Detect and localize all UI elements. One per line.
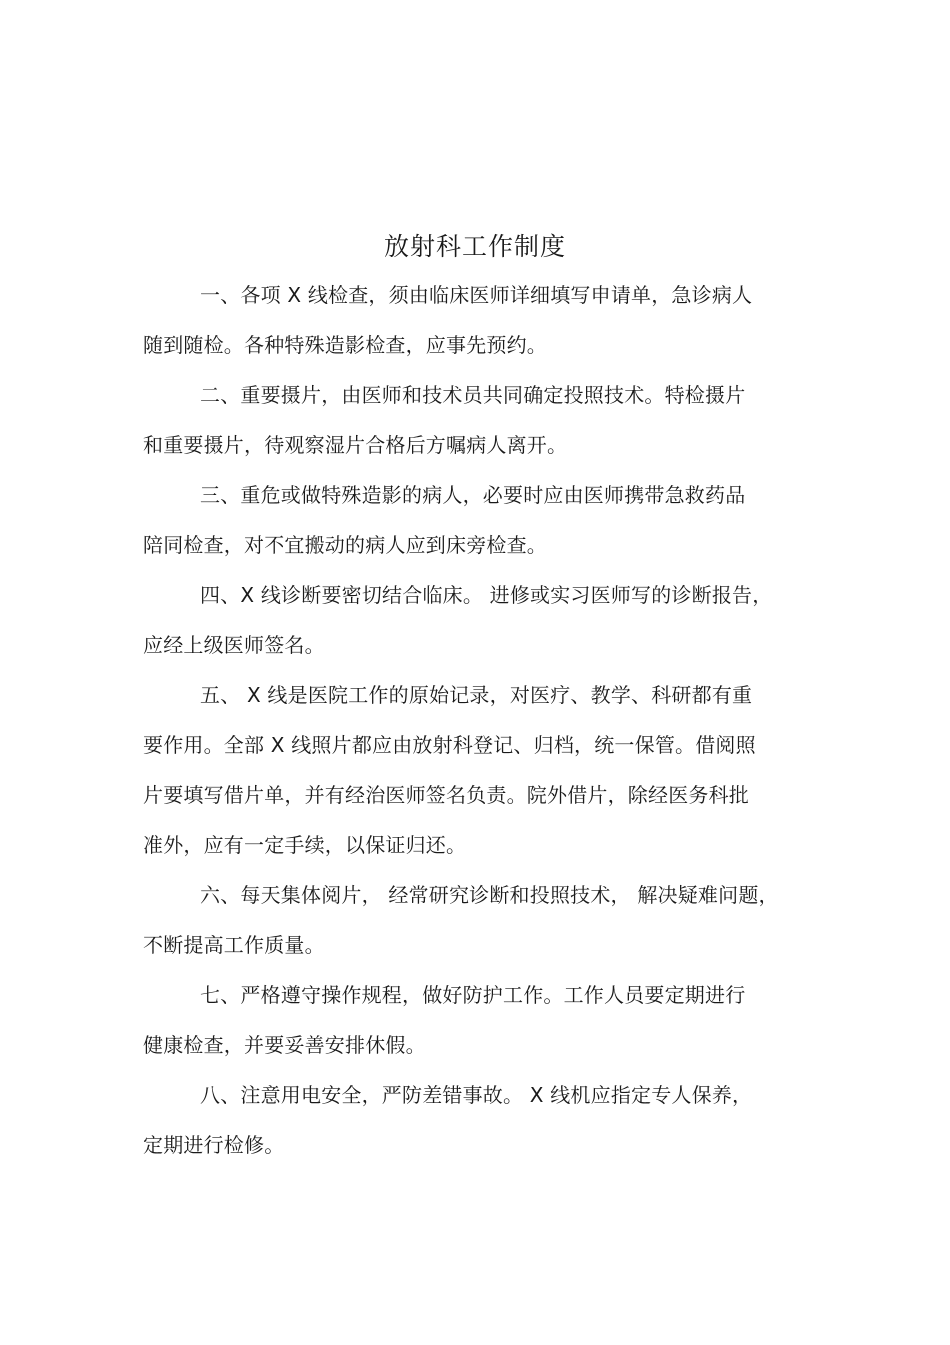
- text-line: 五、 X 线是医院工作的原始记录，对医疗、教学、科研都有重: [200, 683, 753, 707]
- text-line: 八、注意用电安全，严防差错事故。 X 线机应指定专人保养，: [200, 1083, 753, 1107]
- document-title: 放射科工作制度: [383, 232, 566, 261]
- text-line: 准外，应有一定手续，以保证归还。: [143, 833, 467, 857]
- text-line: 二、重要摄片，由医师和技术员共同确定投照技术。特检摄片: [200, 383, 746, 407]
- text-line: 要作用。全部 X 线照片都应由放射科登记、归档，统一保管。借阅照: [143, 733, 756, 757]
- text-line: 七、严格遵守操作规程，做好防护工作。工作人员要定期进行: [200, 983, 746, 1007]
- text-line: 健康检查，并要妥善安排休假。: [143, 1033, 426, 1057]
- text-line: 随到随检。各种特殊造影检查，应事先预约。: [143, 333, 547, 357]
- text-line: 陪同检查，对不宜搬动的病人应到床旁检查。: [143, 533, 547, 557]
- text-line: 应经上级医师签名。: [143, 633, 325, 657]
- document-body: [143, 275, 803, 1175]
- text-line: 定期进行检修。: [143, 1133, 285, 1157]
- text-line: 不断提高工作质量。: [143, 933, 325, 957]
- text-line: 片要填写借片单，并有经治医师签名负责。院外借片，除经医务科批: [143, 783, 749, 807]
- text-line: 四、X 线诊断要密切结合临床。 进修或实习医师写的诊断报告，: [200, 583, 773, 607]
- text-line: 三、重危或做特殊造影的病人，必要时应由医师携带急救药品: [200, 483, 746, 507]
- text-line: 和重要摄片，待观察湿片合格后方嘱病人离开。: [143, 433, 568, 457]
- text-line: 一、各项 X 线检查，须由临床医师详细填写申请单，急诊病人: [200, 283, 753, 307]
- text-line: 六、每天集体阅片， 经常研究诊断和投照技术， 解决疑难问题，: [200, 883, 779, 907]
